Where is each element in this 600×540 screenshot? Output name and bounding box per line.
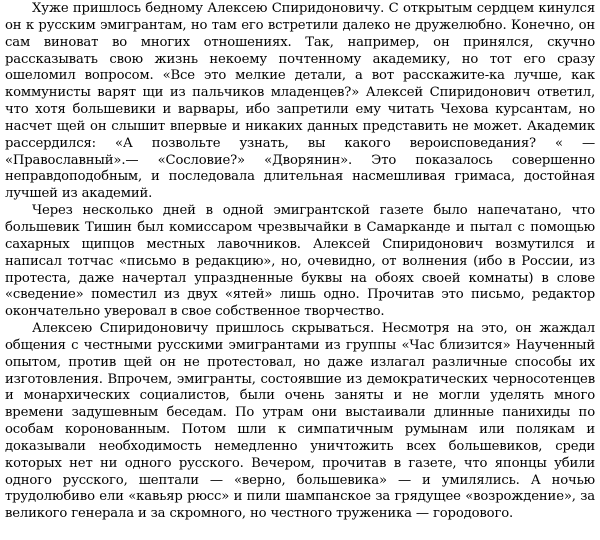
document-page <box>5 1 595 523</box>
paragraph-3: Алексею Спиридоновичу пришлось скрываться. Несмотря на это, он жаждал общения с честными русскими эмигрантами из группы «Час близится» Наученный опытом, против щей он не протестовал, но даже излагал различные способы их изготовления. Впрочем, эмигранты, состоявшие из демократических черносотенцев и монархических социалистов, были очень заняты и не могли уделять много времени задушевным беседам. По утрам они выстаивали длинные панихиды по особам коронованным. Потом шли к симпатичным румынам или полякам и доказывали необходимость немедленно уничтожить всех большевиков, среди которых нет ни одного русского. Вечером, прочитав в газете, что японцы убили одного русского, шептали — «верно, большевика» — и умилялись. А ночью трудолюбиво ели «кавьяр рюсс» и пили шампанское за грядущее «возрождение», за великого генерала и за скромного, но честного труженика — городового. <box>5 321 595 522</box>
paragraph-2: Через несколько дней в одной эмигрантской газете было напечатано, что большевик Тишин был комиссаром чрезвычайки в Самарканде и пытал с помощью сахарных щипцов местных лавочников. Алексей Спиридонович возмутился и написал тотчас «письмо в редакцию», но, очевидно, от волнения (ибо в России, из протеста, даже начертал упраздненные буквы на обоях своей комнаты) в слове «сведение» поместил из двух «ятей» лишь одно. Прочитав это письмо, редактор окончательно уверовал в свое собственное творчество. <box>5 203 595 320</box>
paragraph-1: Хуже пришлось бедному Алексею Спиридоновичу. С открытым сердцем кинулся он к русским эмигрантам, но там его встретили далеко не дружелюбно. Конечно, он сам виноват во многих отношениях. Так, например, он принялся, скучно рассказывать свою жизнь некоему почтенному академику, но тот его сразу ошеломил вопросом. «Все это мелкие детали, а вот расскажите-ка лучше, как коммунисты варят щи из пальчиков младенцев?» Алексей Спиридонович ответил, что хотя большевики и варвары, ибо запретили ему читать Чехова курсантам, но насчет щей он слышит впервые и никаких данных представить не может. Академик рассердился: «А позвольте узнать, вы какого вероисповедания? « — «Православный».— «Сословие?» «Дворянин». Это показалось совершенно неправдоподобным, и последовала длительная насмешливая гримаса, достойная лучшей из академий. <box>5 1 595 202</box>
